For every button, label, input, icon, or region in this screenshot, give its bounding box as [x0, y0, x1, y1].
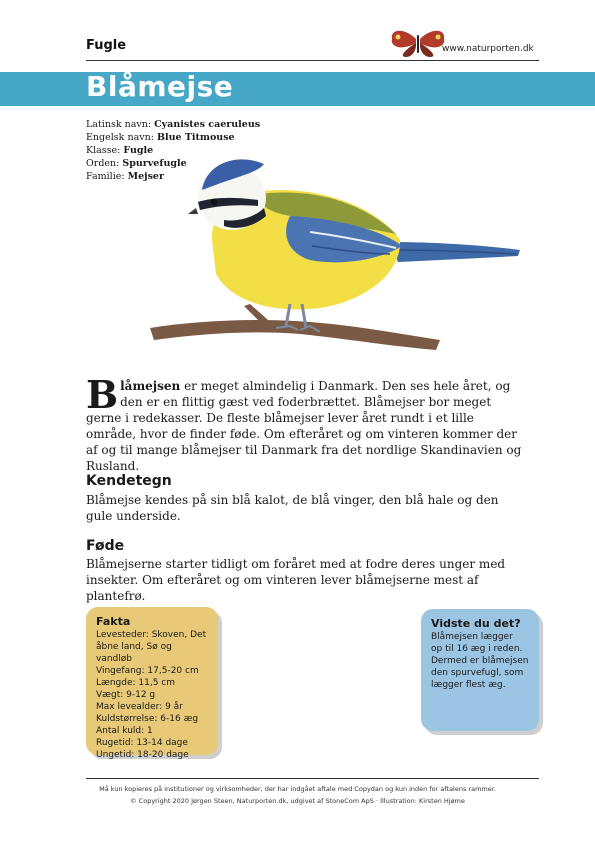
- fakta-line: Ungetid: 18-20 dage: [96, 750, 189, 760]
- fakta-line: Max levealder: 9 år: [96, 702, 183, 712]
- intro-paragraph: Blåmejsen er meget almindelig i Danmark. Den ses hele året, og den er en flittig gæst ved foderbrættet. Blåmejser bor meget gerne i redekasser. De fleste blåmejser lever året rundt i et lille område, hvor de finder føde. Om efteråret og om vinteren kommer der af og til mange blåmejser til Danmark fra det nordlige Skandinavien og Rusland.: [86, 372, 522, 473]
- taxonomy-row: Familie: Mejser: [86, 171, 164, 182]
- section-heading-kendetegn: Kendetegn: [86, 473, 172, 489]
- category-label: Fugle: [86, 38, 127, 53]
- drop-cap: B: [86, 372, 119, 417]
- header-divider: [86, 60, 539, 61]
- vidste-line: Dermed er blåmejsen: [431, 656, 529, 666]
- vidste-line: lægger flest æg.: [431, 680, 506, 690]
- footer-license: Må kun kopieres på institutioner og virksomheder, der har indgået aftale med Copydan og kun inden for aftalens rammer.: [99, 785, 496, 793]
- page-title: Blåmejse: [86, 70, 234, 103]
- fakta-box: [86, 607, 218, 760]
- fakta-line: Kuldstørrelse: 6-16 æg: [96, 714, 199, 724]
- fakta-line: åbne land, Sø og vandløb: [96, 642, 172, 664]
- fakta-line: Vægt: 9-12 g: [96, 690, 156, 700]
- fakta-line: Antal kuld: 1: [96, 726, 153, 736]
- fakta-line: Rugetid: 13-14 dage: [96, 738, 188, 748]
- section-text-kendetegn: Blåmejse kendes på sin blå kalot, de blå vinger, den blå hale og den gule underside.: [86, 493, 499, 523]
- taxonomy-row: Engelsk navn: Blue Titmouse: [86, 132, 235, 143]
- blue-tit-illustration: [140, 150, 540, 370]
- vidste-box: [421, 609, 539, 731]
- fakta-line: Vingefang: 17,5-20 cm: [96, 666, 199, 676]
- vidste-line: op til 16 æg i reden.: [431, 644, 523, 654]
- section-heading-fode: Føde: [86, 538, 125, 554]
- vidste-line: den spurvefugl, som: [431, 668, 524, 678]
- taxonomy-row: Orden: Spurvefugle: [86, 158, 187, 169]
- section-text-fode: Blåmejserne starter tidligt om foråret med at fodre deres unger med insekter. Om efteråret og om vinteren lever blåmejserne mest af plantefrø.: [86, 557, 506, 603]
- fakta-line: Længde: 11,5 cm: [96, 678, 176, 688]
- vidste-line: Blåmejsen lægger: [431, 632, 513, 642]
- fakta-title: Fakta: [96, 615, 131, 628]
- taxonomy-row: Latinsk navn: Cyanistes caeruleus: [86, 119, 261, 130]
- taxonomy-row: Klasse: Fugle: [86, 145, 154, 156]
- vidste-title: Vidste du det?: [431, 617, 521, 630]
- site-url: www.naturporten.dk: [442, 44, 534, 54]
- fakta-line: Levesteder: Skoven, Det: [96, 630, 207, 640]
- footer-divider: [86, 778, 539, 779]
- footer-copyright: © Copyright 2020 Jørgen Steen, Naturporten.dk, udgivet af StoneCom ApS · Illustration: Kirsten Hjøme: [130, 797, 465, 805]
